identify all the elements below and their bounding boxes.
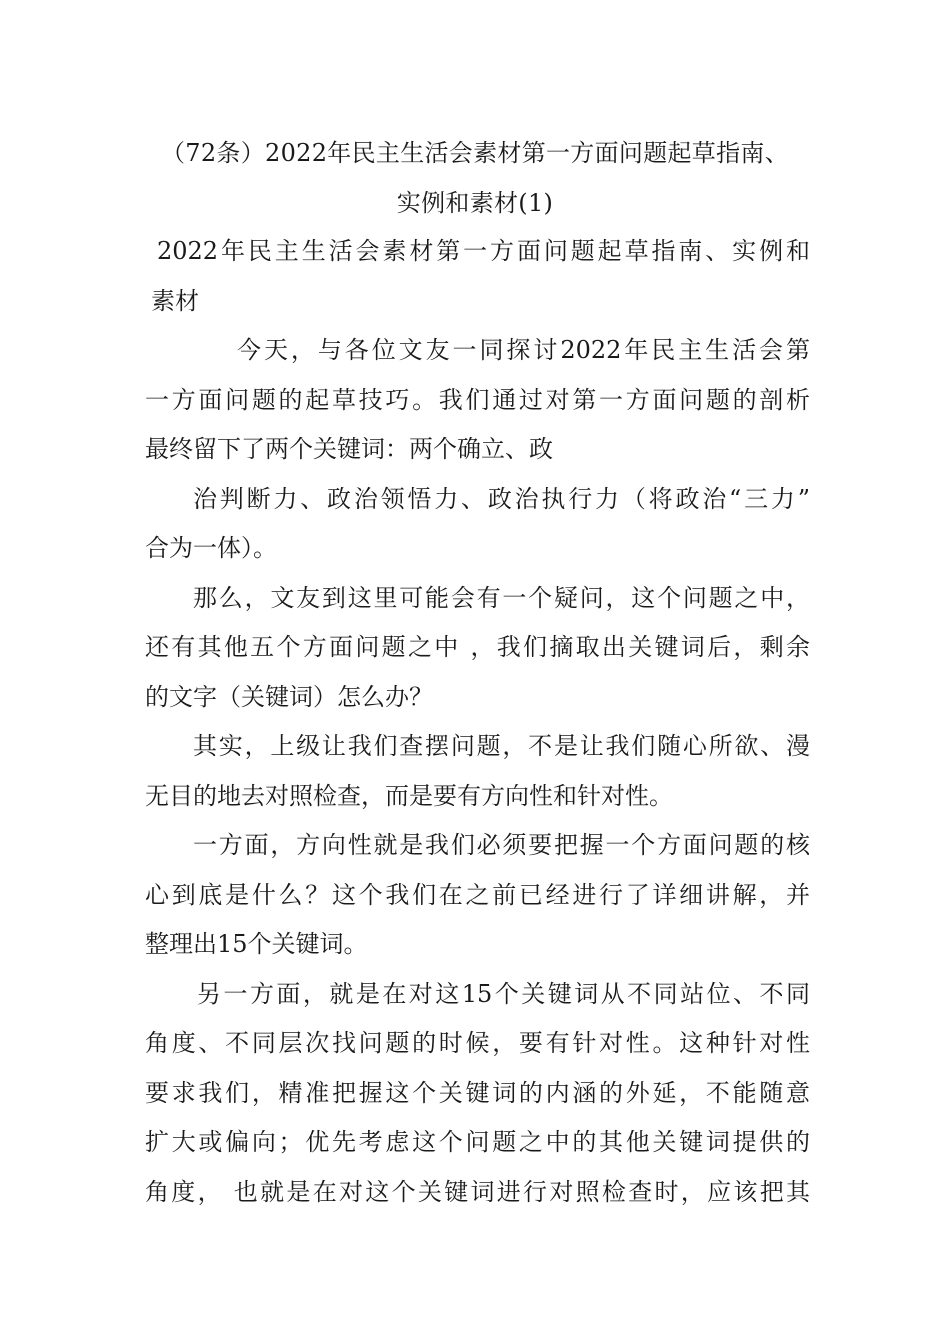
paragraph-line: 其实，上级让我们查摆问题，不是让我们随心所欲、漫 — [193, 732, 810, 760]
paragraph-question — [145, 574, 810, 723]
paragraph-line: 一方面问题的起草技巧。我们通过对第一方面问题的剖析 — [145, 385, 810, 414]
paragraph-intro — [145, 326, 810, 475]
paragraph-line: 角度、不同层次找问题的时候，要有针对性。这种针对性 — [145, 1029, 810, 1057]
paragraph-line: 无目的地去对照检查，而是要有方向性和针对性。 — [145, 781, 673, 810]
paragraph-other-side — [145, 970, 810, 1218]
paragraph-line: 还有其他五个方面问题之中 ，我们摘取出关键词后，剩余 — [145, 633, 810, 661]
paragraph-line: 今天，与各位文友一同探讨2022年民主生活会第 — [237, 336, 810, 364]
paragraph-line: 2022年民主生活会素材第一方面问题起草指南、实例和 — [157, 237, 810, 265]
paragraph-line: 一方面，方向性就是我们必须要把握一个方面问题的核 — [193, 831, 810, 859]
document-title — [140, 128, 810, 228]
paragraph-line: 的文字（关键词）怎么办？ — [145, 682, 433, 711]
paragraph-line: 角度， 也就是在对这个关键词进行对照检查时，应该把其 — [145, 1177, 810, 1206]
title-line-2: 实例和素材(1) — [396, 189, 554, 217]
paragraph-line: 另一方面，就是在对这15个关键词从不同站位、不同 — [197, 979, 810, 1008]
document-body — [145, 227, 810, 1217]
paragraph-line: 要求我们，精准把握这个关键词的内涵的外延，不能随意 — [145, 1078, 810, 1107]
paragraph-subtitle — [139, 227, 810, 326]
paragraph-line: 最终留下了两个关键词：两个确立、政 — [145, 435, 553, 463]
paragraph-line: 合为一体）。 — [145, 534, 277, 562]
paragraph-line: 心到底是什么？这个我们在之前已经进行了详细讲解，并 — [145, 880, 810, 909]
paragraph-line: 治判断力、政治领悟力、政治执行力（将政治“三力” — [193, 484, 810, 513]
title-line-1: （72条）2022年民主生活会素材第一方面问题起草指南、 — [160, 139, 789, 167]
paragraph-keywords — [145, 475, 810, 574]
paragraph-one-side — [145, 821, 810, 970]
paragraph-direction — [145, 722, 810, 821]
paragraph-line: 整理出15个关键词。 — [145, 930, 368, 958]
paragraph-line: 那么，文友到这里可能会有一个疑问，这个问题之中， — [193, 583, 810, 612]
paragraph-line: 素材 — [151, 286, 199, 315]
paragraph-line: 扩大或偏向；优先考虑这个问题之中的其他关键词提供的 — [145, 1128, 810, 1156]
